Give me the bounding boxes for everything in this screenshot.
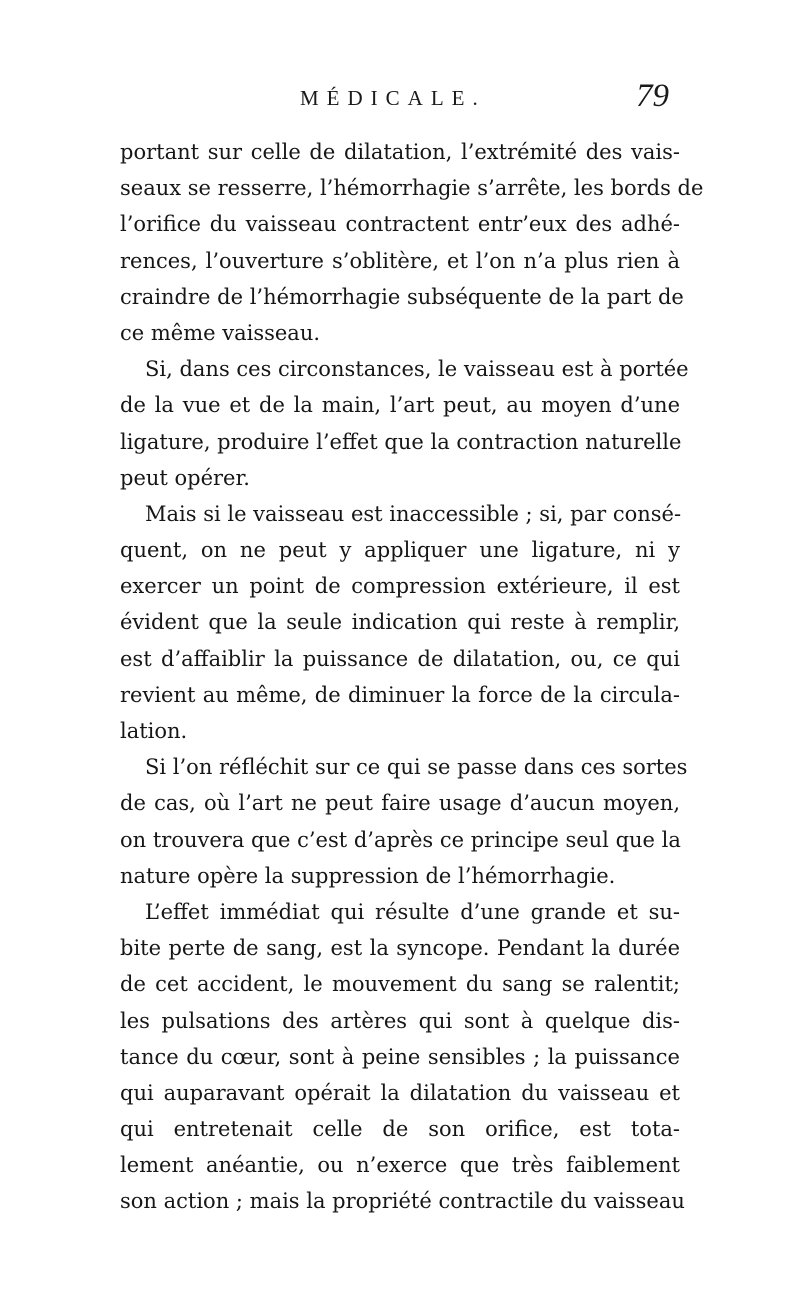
text-line: portant sur celle de dilatation, l’extrémité des vais- [120, 140, 680, 164]
text-line: rences, l’ouverture s’oblitère, et l’on n’a plus rien à [120, 248, 680, 273]
text-line: de la vue et de la main, l’art peut, au moyen d’une [120, 393, 680, 418]
text-line: qui entretenait celle de son orifice, est tota- [120, 1117, 680, 1142]
text-line: bite perte de sang, est la syncope. Pendant la durée [120, 936, 680, 961]
text-line: évident que la seule indication qui reste à remplir, [120, 610, 680, 635]
text-line: seaux se resserre, l’hémorrhagie s’arrête, les bords de [120, 176, 704, 201]
text-line: est d’affaiblir la puissance de dilatation, ou, ce qui [120, 646, 680, 671]
text-line: ce même vaisseau. [120, 320, 321, 345]
text-line: lement anéantie, ou n’exerce que très faiblement [120, 1153, 680, 1178]
text-line: craindre de l’hémorrhagie subséquente de la part de [120, 284, 684, 309]
text-line: tance du cœur, sont à peine sensibles ; la puissance [120, 1044, 680, 1069]
text-line: quent, on ne peut y appliquer une ligature, ni y [120, 538, 680, 563]
text-line: son action ; mais la propriété contractile du vaisseau [120, 1189, 685, 1214]
text-line: L’effet immédiat qui résulte d’une grande et su- [145, 899, 680, 924]
text-line: nature opère la suppression de l’hémorrhagie. [120, 863, 616, 888]
text-line: de cas, où l’art ne peut faire usage d’aucun moyen, [120, 791, 680, 816]
text-line: l’orifice du vaisseau contractent entr’eux des adhé- [120, 212, 680, 237]
text-line: Mais si le vaisseau est inaccessible ; si, par consé- [145, 501, 682, 526]
paragraph-1 [120, 134, 704, 351]
text-line: revient au même, de diminuer la force de la circula- [120, 682, 680, 707]
paragraph-5 [120, 894, 685, 1220]
running-head: MÉDICALE. [300, 86, 486, 110]
body-text [120, 134, 704, 1220]
paragraph-2 [120, 351, 689, 496]
text-line: lation. [120, 719, 188, 743]
text-line: ligature, produire l’effet que la contraction naturelle [120, 429, 682, 454]
text-line: on trouvera que c’est d’après ce principe seul que la [120, 827, 681, 852]
paragraph-3 [120, 496, 680, 749]
paragraph-4 [120, 749, 688, 894]
text-line: peut opérer. [120, 465, 250, 490]
page-number: 79 [636, 78, 669, 114]
text-line: de cet accident, le mouvement du sang se ralentit; [120, 972, 680, 997]
text-line: Si l’on réfléchit sur ce qui se passe dans ces sortes [145, 755, 688, 780]
text-line: les pulsations des artères qui sont à quelque dis- [120, 1008, 680, 1033]
text-line: qui auparavant opérait la dilatation du vaisseau et [120, 1080, 680, 1105]
text-line: exercer un point de compression extérieure, il est [120, 574, 680, 599]
text-line: Si, dans ces circonstances, le vaisseau est à portée [145, 357, 689, 382]
